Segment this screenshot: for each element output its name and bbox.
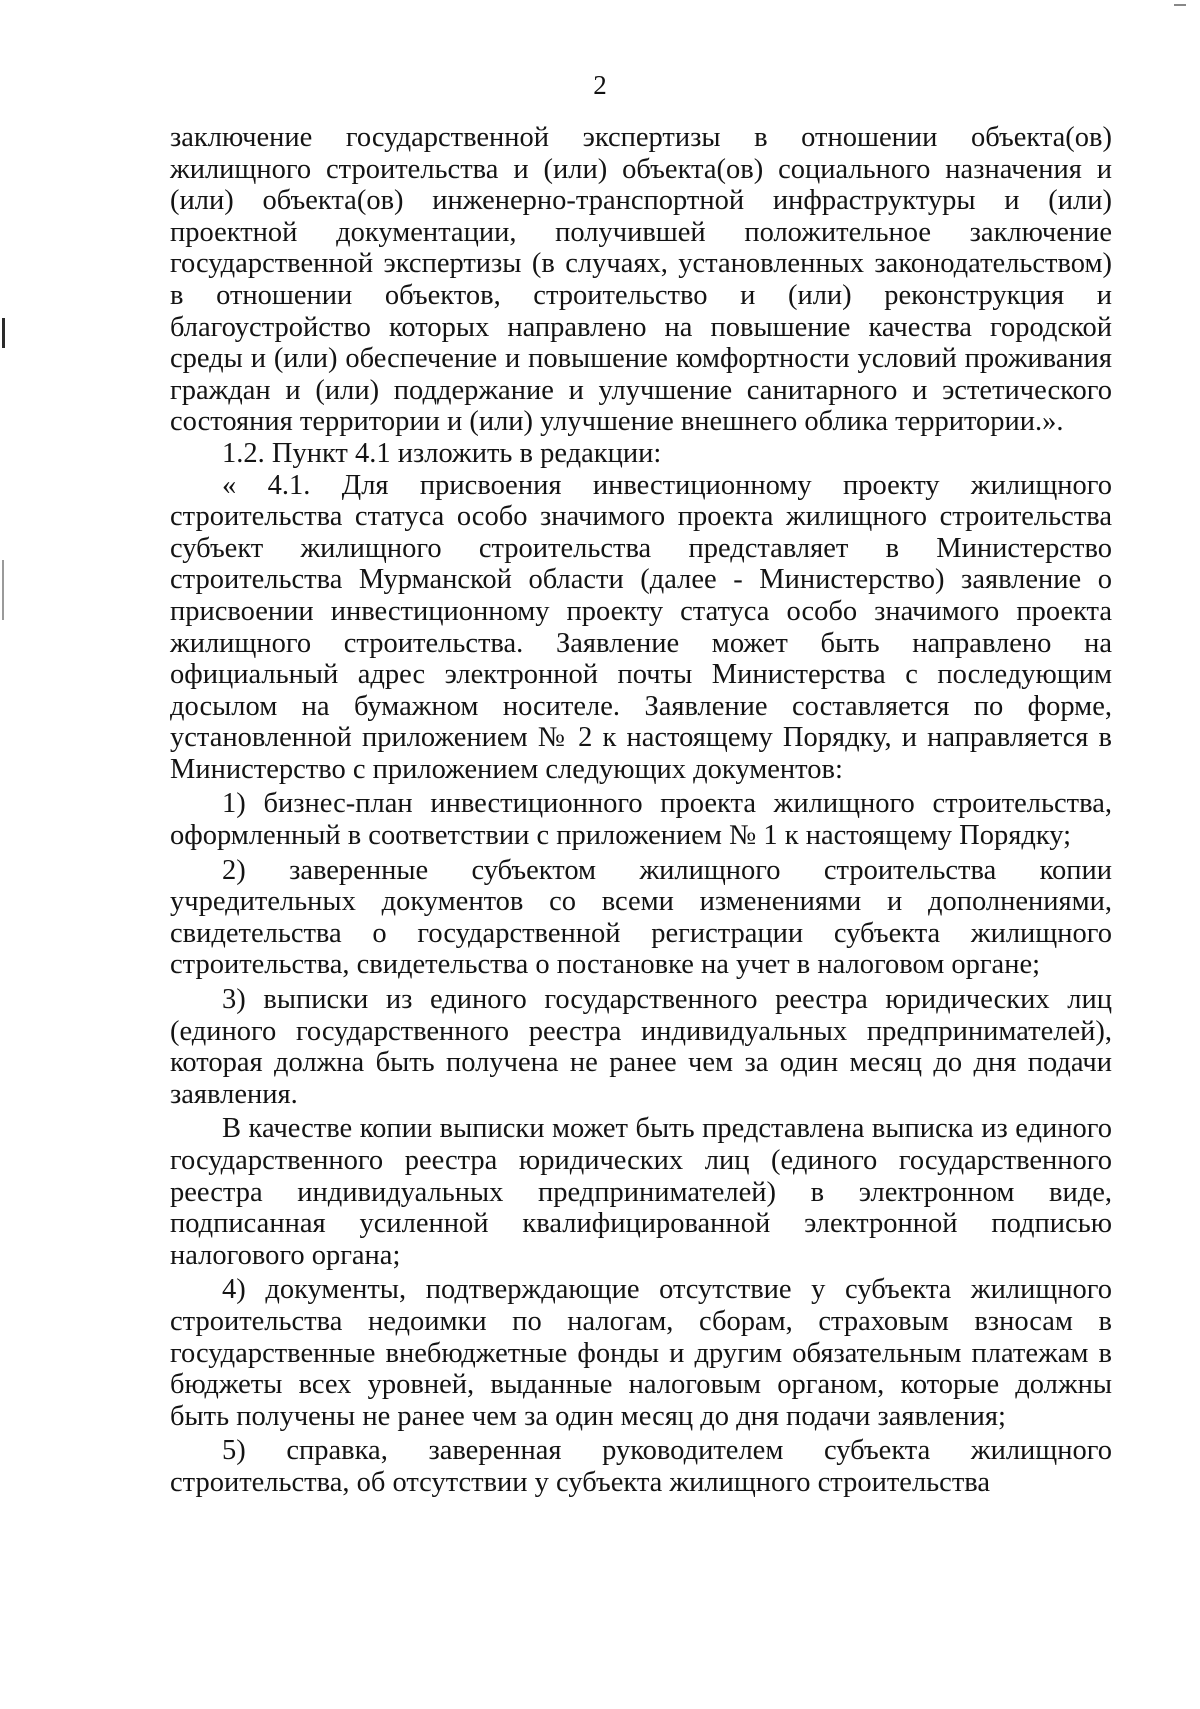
paragraph-expertise-conclusion: заключение государственной экспертизы в отношении объекта(ов) жилищного строительства и (или) объекта(ов) социального назначения и (или) объекта(ов) инженерно-транспортной инфраструктуры и (или) проектной документации, получившей положительное заключение государственной экспертизы (в случаях, установленных законодательством) в отношении объектов, строительство и (или) реконструкция и благоустройство которых направлено на повышение качества городской среды и (или) обеспечение и повышение комфортности условий проживания граждан и (или) поддержание и улучшение санитарного и эстетического состояния территории и (или) улучшение внешнего облика территории.». (170, 122, 1112, 438)
scan-edge-mark (2, 560, 4, 620)
document-body (170, 122, 1112, 1499)
paragraph-doc-1-business-plan: 1) бизнес-план инвестиционного проекта жилищного строительства, оформленный в соответствии с приложением № 1 к настоящему Порядку; (170, 788, 1112, 852)
paragraph-item-1-2: 1.2. Пункт 4.1 изложить в редакции: (222, 437, 662, 469)
paragraph-doc-5-certificate: 5) справка, заверенная руководителем субъекта жилищного строительства, об отсутствии у субъекта жилищного строительства (170, 1435, 1112, 1498)
scan-corner-mark (1174, 4, 1186, 6)
paragraph-doc-3-extracts: 3) выписки из единого государственного реестра юридических лиц (единого государственного реестра индивидуальных предпринимателей), которая должна быть получена не ранее чем за один месяц до дня подачи заявления. (170, 984, 1112, 1110)
paragraph-item-4-1: « 4.1. Для присвоения инвестиционному проекту жилищного строительства статуса особо значимого проекта жилищного строительства субъект жилищного строительства представляет в Министерство строительства Мурманской области (далее - Министерство) заявление о присвоении инвестиционному проекту статуса особо значимого проекта жилищного строительства. Заявление может быть направлено на официальный адрес электронной почты Министерства с последующим досылом на бумажном носителе. Заявление составляется по форме, установленной приложением № 2 к настоящему Порядку, и направляется в Министерство с приложением следующих документов: (170, 469, 1112, 785)
scan-edge-mark (2, 318, 5, 348)
paragraph-doc-2-copies: 2) заверенные субъектом жилищного строительства копии учредительных документов со всеми изменениями и дополнениями, свидетельства о государственной регистрации субъекта жилищного строительства, свидетельства о постановке на учет в налоговом органе; (170, 854, 1112, 981)
page-number: 2 (593, 70, 607, 100)
paragraph-electronic-extract: В качестве копии выписки может быть представлена выписка из единого государственного реестра юридических лиц (единого государственного реестра индивидуальных предпринимателей) в электронном виде, подписанная усиленной квалифицированной электронной подписью налогового органа; (170, 1113, 1112, 1271)
paragraph-doc-4-tax-documents: 4) документы, подтверждающие отсутствие у субъекта жилищного строительства недоимки по налогам, сборам, страховым взносам в государственные внебюджетные фонды и другим обязательным платежам в бюджеты всех уровней, выданные налоговым органом, которые должны быть получены не ранее чем за один месяц до дня подачи заявления; (170, 1274, 1112, 1432)
